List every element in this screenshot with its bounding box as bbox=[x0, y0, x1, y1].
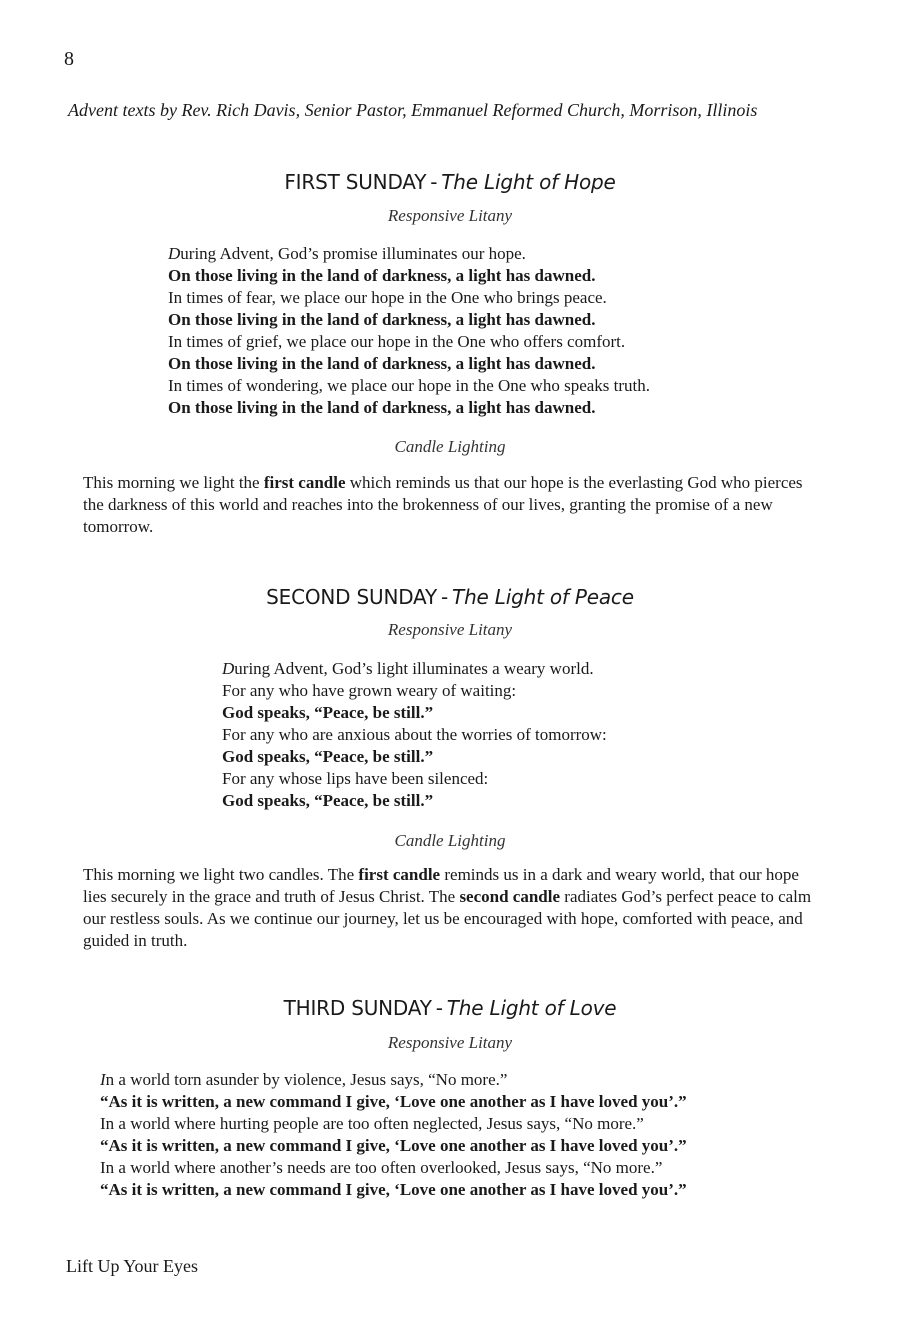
heading-theme: The Light of Love bbox=[446, 996, 617, 1020]
heading-theme: The Light of Peace bbox=[452, 585, 634, 609]
litany-line: During Advent, God’s promise illuminates our hope. bbox=[168, 244, 526, 263]
candle-paragraph-first: This morning we light the first candle which reminds us that our hope is the everlasting God who pierces the darkness of this world and reaches into the brokenness of our lives, granting the promise of a new tomorrow. bbox=[83, 473, 803, 536]
candle-paragraph-second: This morning we light two candles. The first candle reminds us in a dark and weary world, that our hope lies securely in the grace and truth of Jesus Christ. The second candle radiates God’s perfect peace to calm our restless souls. As we continue our journey, let us be encouraged with hope, comforted with peace, and guided in truth. bbox=[83, 865, 812, 950]
litany-response: On those living in the land of darkness, a light has dawned. bbox=[168, 354, 596, 373]
litany-response: On those living in the land of darkness, a light has dawned. bbox=[168, 310, 596, 329]
heading-separator: - bbox=[435, 996, 443, 1020]
footer-title: Lift Up Your Eyes bbox=[66, 1256, 199, 1276]
candle-label: Candle Lighting bbox=[394, 831, 506, 850]
litany-first bbox=[168, 243, 650, 419]
litany-second bbox=[222, 658, 607, 812]
litany-label: Responsive Litany bbox=[387, 1033, 513, 1052]
heading-title: SECOND SUNDAY bbox=[266, 585, 438, 609]
litany-label: Responsive Litany bbox=[387, 206, 513, 225]
litany-response: “As it is written, a new command I give, ‘Love one another as I have loved you’.” bbox=[100, 1180, 687, 1199]
litany-response: On those living in the land of darkness, a light has dawned. bbox=[168, 398, 596, 417]
heading-theme: The Light of Hope bbox=[441, 170, 616, 194]
litany-line: For any who are anxious about the worries of tomorrow: bbox=[222, 725, 607, 744]
byline: Advent texts by Rev. Rich Davis, Senior Pastor, Emmanuel Reformed Church, Morrison, Illinois bbox=[68, 100, 758, 120]
litany-response: “As it is written, a new command I give, ‘Love one another as I have loved you’.” bbox=[100, 1136, 687, 1155]
section-heading-second bbox=[0, 585, 900, 609]
litany-response: God speaks, “Peace, be still.” bbox=[222, 791, 434, 810]
litany-line: In a world where another’s needs are too often overlooked, Jesus says, “No more.” bbox=[100, 1158, 663, 1177]
litany-line: In a world torn asunder by violence, Jesus says, “No more.” bbox=[100, 1070, 508, 1089]
section-heading-third bbox=[0, 996, 900, 1020]
litany-label: Responsive Litany bbox=[387, 620, 513, 639]
litany-line: For any who have grown weary of waiting: bbox=[222, 681, 517, 700]
heading-title: FIRST SUNDAY bbox=[284, 170, 427, 194]
litany-third bbox=[100, 1069, 687, 1201]
litany-response: God speaks, “Peace, be still.” bbox=[222, 703, 434, 722]
drop-cap: D bbox=[168, 244, 181, 263]
litany-response: On those living in the land of darkness, a light has dawned. bbox=[168, 266, 596, 285]
litany-line: In times of wondering, we place our hope in the One who speaks truth. bbox=[168, 376, 651, 395]
drop-cap: D bbox=[222, 659, 235, 678]
litany-line: In a world where hurting people are too often neglected, Jesus says, “No more.” bbox=[100, 1114, 644, 1133]
heading-title: THIRD SUNDAY bbox=[283, 996, 432, 1020]
heading-separator: - bbox=[430, 170, 438, 194]
drop-cap: I bbox=[100, 1070, 106, 1089]
heading-separator: - bbox=[441, 585, 449, 609]
litany-line: During Advent, God’s light illuminates a weary world. bbox=[222, 659, 594, 678]
section-heading-first bbox=[0, 170, 900, 194]
page-number: 8 bbox=[64, 48, 74, 70]
litany-response: “As it is written, a new command I give, ‘Love one another as I have loved you’.” bbox=[100, 1092, 687, 1111]
candle-label: Candle Lighting bbox=[394, 437, 506, 456]
litany-line: In times of grief, we place our hope in the One who offers comfort. bbox=[168, 332, 626, 351]
litany-response: God speaks, “Peace, be still.” bbox=[222, 747, 434, 766]
litany-line: For any whose lips have been silenced: bbox=[222, 769, 489, 788]
litany-line: In times of fear, we place our hope in the One who brings peace. bbox=[168, 288, 607, 307]
